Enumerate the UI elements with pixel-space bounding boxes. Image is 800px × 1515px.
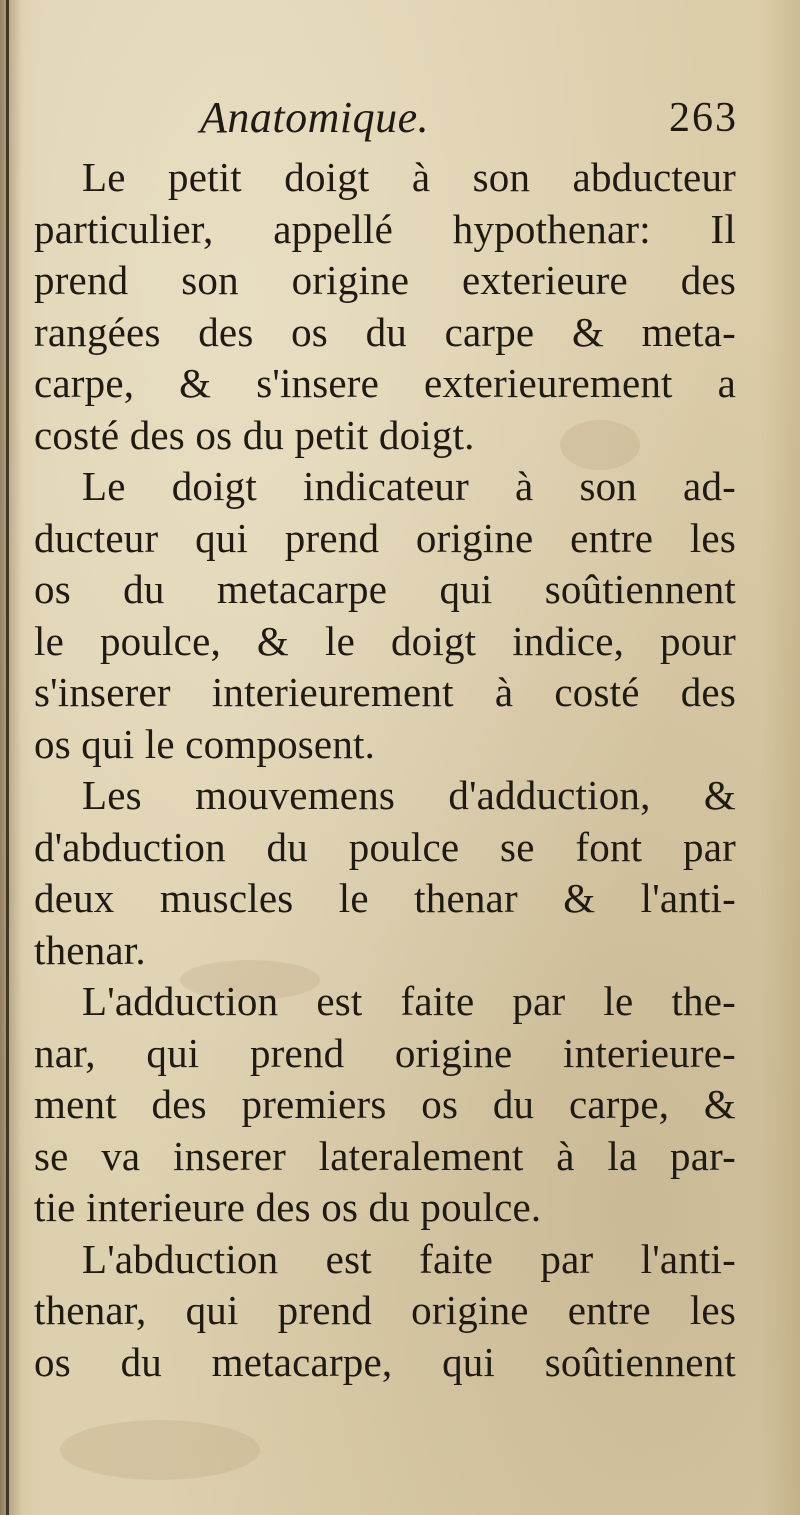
text-line: thenar. [34,926,146,973]
text-line: costé des os du petit doigt. [34,411,475,458]
text-line: ment des premiers os du carpe, & [34,1081,736,1127]
text-line: rangées des os du carpe & meta- [34,308,736,355]
page-number: 263 [669,95,738,141]
body-text [34,152,736,1388]
text-line: Le petit doigt à son abducteur [82,154,736,200]
text-line: deux muscles le thenar & l'anti- [34,875,736,921]
text-line: s'inserer interieurement à costé des [34,669,736,715]
running-head [200,92,738,152]
text-line: L'adduction est faite par le the- [82,978,736,1024]
text-line: le poulce, & le doigt indice, pour [34,617,736,664]
paper-stain [60,1420,260,1480]
text-line: tie interieure des os du poulce. [34,1184,542,1230]
text-line: particulier, appellé hypothenar: Il [34,205,736,252]
text-line: thenar, qui prend origine entre les [34,1287,736,1333]
gutter-line [6,0,9,1515]
text-line: os du metacarpe, qui soûtiennent [34,1338,736,1385]
text-line: Les mouvemens d'adduction, & [82,772,736,818]
text-line: L'abduction est faite par l'anti- [82,1235,736,1282]
text-line: d'abduction du poulce se font par [34,823,736,870]
text-line: os du metacarpe qui soûtiennent [34,566,736,612]
text-line: carpe, & s'insere exterieurement a [34,360,736,406]
text-line: prend son origine exterieure des [34,257,736,303]
text-line: os qui le composent. [34,720,376,767]
text-line: ducteur qui prend origine entre les [34,514,736,561]
text-line: nar, qui prend origine interieure- [34,1029,736,1076]
text-line: se va inserer lateralement à la par- [34,1132,736,1179]
text-line: Le doigt indicateur à son ad- [82,463,736,509]
gutter-shadow [0,0,22,1515]
running-title: Anatomique. [200,93,430,142]
